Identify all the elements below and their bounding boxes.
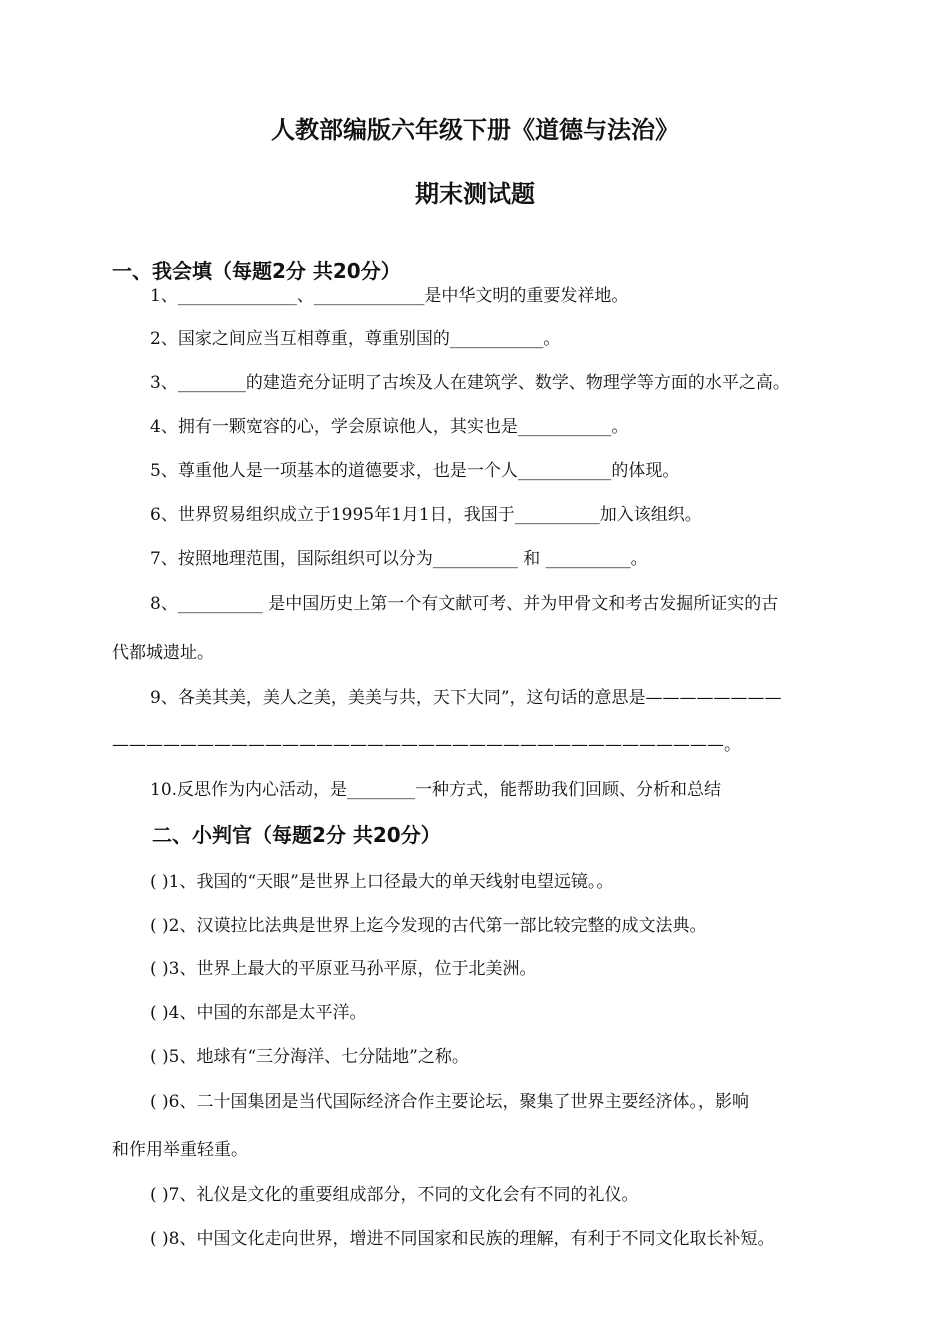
fill-question-8-cont: 代都城遗址。	[112, 643, 214, 663]
judge-question-8: ( )8、中国文化走向世界，增进不同国家和民族的理解，有利于不同文化取长补短。	[150, 1229, 775, 1249]
section-judge-heading: 二、小判官（每题2分 共20分）	[152, 823, 441, 847]
judge-question-6-cont: 和作用举重轻重。	[112, 1140, 248, 1160]
fill-question-5: 5、尊重他人是一项基本的道德要求，也是一个人___________的体现。	[150, 461, 680, 481]
fill-question-3: 3、________的建造充分证明了古埃及人在建筑学、数学、物理学等方面的水平之高。	[150, 373, 790, 393]
judge-question-3: ( )3、世界上最大的平原亚马孙平原，位于北美洲。	[150, 959, 537, 979]
fill-question-9: 9、各美其美，美人之美，美美与共，天下大同”，这句话的意思是————————	[150, 688, 782, 708]
exam-title: 人教部编版六年级下册《道德与法治》	[271, 116, 679, 144]
fill-question-2: 2、国家之间应当互相尊重，尊重别国的___________。	[150, 329, 561, 349]
judge-question-1: ( )1、我国的“天眼”是世界上口径最大的单天线射电望远镜。。	[150, 872, 614, 892]
fill-question-1: 1、______________、_____________是中华文明的重要发祥地。	[150, 286, 629, 306]
judge-question-7: ( )7、礼仪是文化的重要组成部分，不同的文化会有不同的礼仪。	[150, 1185, 639, 1205]
judge-question-6: ( )6、二十国集团是当代国际经济合作主要论坛，聚集了世界主要经济体。，影响	[150, 1092, 749, 1112]
fill-question-10: 10.反思作为内心活动，是________一种方式，能帮助我们回顾、分析和总结	[150, 780, 722, 800]
fill-question-4: 4、拥有一颗宽容的心，学会原谅他人，其实也是___________。	[150, 417, 629, 437]
section-fill-in-heading: 一、我会填（每题2分 共20分）	[112, 259, 401, 283]
exam-subtitle: 期末测试题	[415, 180, 535, 208]
fill-question-7: 7、按照地理范围，国际组织可以分为__________ 和 __________。	[150, 549, 648, 569]
judge-question-5: ( )5、地球有“三分海洋、七分陆地”之称。	[150, 1047, 469, 1067]
fill-question-9-cont: ————————————————————————————————————。	[112, 735, 741, 755]
fill-question-6: 6、世界贸易组织成立于1995年1月1日，我国于__________加入该组织。	[150, 505, 702, 525]
fill-question-8: 8、__________ 是中国历史上第一个有文献可考、并为甲骨文和考古发掘所证实的古	[150, 594, 779, 614]
judge-question-4: ( )4、中国的东部是太平洋。	[150, 1003, 367, 1023]
judge-question-2: ( )2、汉谟拉比法典是世界上迄今发现的古代第一部比较完整的成文法典。	[150, 916, 707, 936]
